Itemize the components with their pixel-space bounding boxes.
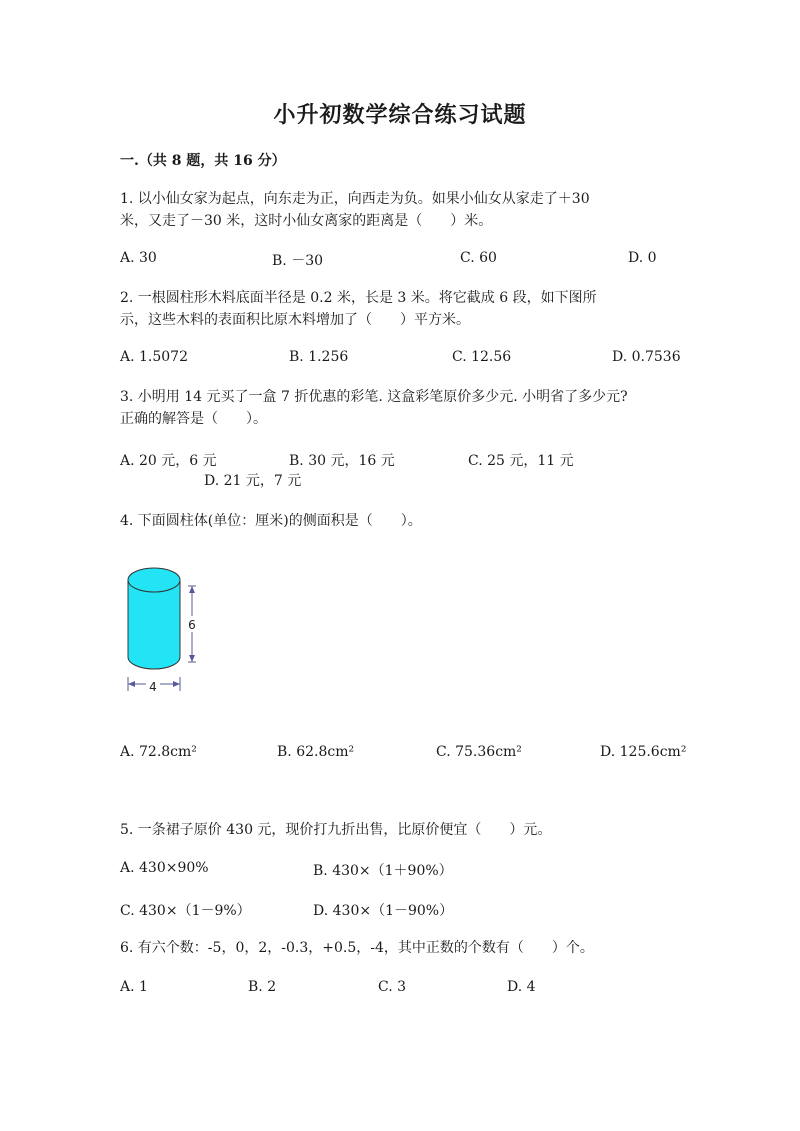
question-2-line-1: 2. 一根圆柱形木料底面半径是 0.2 米，长是 3 米。将它截成 6 段，如下图所 bbox=[120, 290, 597, 306]
q1-option-b[interactable]: B. －30 bbox=[272, 253, 324, 269]
q1-option-a[interactable]: A. 30 bbox=[120, 250, 157, 266]
question-1 bbox=[120, 188, 590, 232]
q4-option-a[interactable]: A. 72.8cm² bbox=[120, 744, 197, 760]
question-6 bbox=[120, 937, 594, 959]
q3-option-c[interactable]: C. 25 元，11 元 bbox=[468, 453, 574, 469]
width-label: 4 bbox=[149, 680, 157, 694]
q4-option-b[interactable]: B. 62.8cm² bbox=[277, 744, 355, 760]
cylinder-figure bbox=[118, 555, 218, 700]
q6-option-a[interactable]: A. 1 bbox=[120, 979, 148, 995]
question-6-line-1: 6. 有六个数：-5，0，2，-0.3，+0.5，-4，其中正数的个数有（ ）个。 bbox=[120, 940, 594, 956]
question-5 bbox=[120, 819, 551, 841]
question-3-line-1: 3. 小明用 14 元买了一盒 7 折优惠的彩笔. 这盒彩笔原价多少元. 小明省了多少元? bbox=[120, 389, 628, 405]
question-1-line-2: 米，又走了－30 米，这时小仙女离家的距离是（ ）米。 bbox=[120, 213, 493, 229]
section-heading: 一.（共 8 题，共 16 分） bbox=[120, 153, 286, 169]
q5-option-d[interactable]: D. 430×（1－90%） bbox=[313, 903, 454, 919]
q2-option-c[interactable]: C. 12.56 bbox=[452, 349, 512, 365]
page-title: 小升初数学综合练习试题 bbox=[273, 102, 527, 128]
q1-option-d[interactable]: D. 0 bbox=[628, 250, 657, 266]
question-4-line-1: 4. 下面圆柱体(单位：厘米)的侧面积是（ ）。 bbox=[120, 513, 422, 529]
q3-option-b[interactable]: B. 30 元，16 元 bbox=[289, 453, 395, 469]
q1-option-c[interactable]: C. 60 bbox=[460, 250, 497, 266]
q5-option-b[interactable]: B. 430×（1＋90%） bbox=[313, 863, 453, 879]
q5-option-c[interactable]: C. 430×（1－9%） bbox=[120, 903, 251, 919]
question-1-line-1: 1. 以小仙女家为起点，向东走为正，向西走为负。如果小仙女从家走了＋30 bbox=[120, 191, 590, 207]
question-5-line-1: 5. 一条裙子原价 430 元，现价打九折出售，比原价便宜（ ）元。 bbox=[120, 822, 552, 838]
q4-option-c[interactable]: C. 75.36cm² bbox=[436, 744, 522, 760]
question-4 bbox=[120, 510, 422, 532]
cylinder-body bbox=[128, 580, 180, 669]
question-2 bbox=[120, 287, 597, 331]
question-3 bbox=[120, 386, 628, 430]
question-2-line-2: 示，这些木料的表面积比原木料增加了（ ）平方米。 bbox=[120, 312, 470, 328]
height-label: 6 bbox=[188, 618, 196, 632]
question-3-line-2: 正确的解答是（ ）。 bbox=[120, 411, 267, 427]
q6-option-c[interactable]: C. 3 bbox=[378, 979, 407, 995]
q2-option-d[interactable]: D. 0.7536 bbox=[612, 349, 681, 365]
q5-option-a[interactable]: A. 430×90% bbox=[120, 860, 209, 876]
q3-option-d[interactable]: D. 21 元，7 元 bbox=[204, 473, 302, 489]
q2-option-a[interactable]: A. 1.5072 bbox=[120, 349, 188, 365]
q6-option-b[interactable]: B. 2 bbox=[248, 979, 277, 995]
cylinder-top bbox=[128, 568, 180, 592]
q3-option-a[interactable]: A. 20 元，6 元 bbox=[120, 453, 217, 469]
q6-option-d[interactable]: D. 4 bbox=[507, 979, 536, 995]
q4-option-d[interactable]: D. 125.6cm² bbox=[600, 744, 687, 760]
q2-option-b[interactable]: B. 1.256 bbox=[289, 349, 349, 365]
